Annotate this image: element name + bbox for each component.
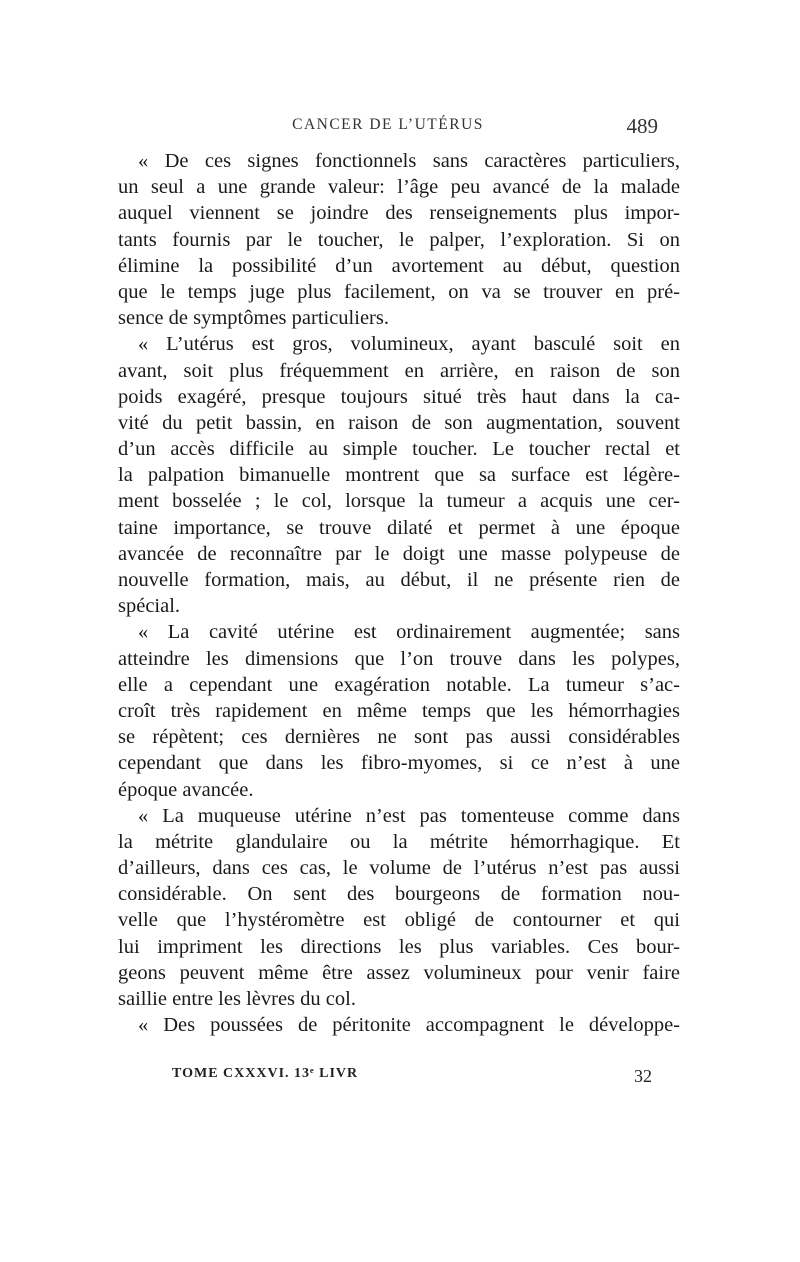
text-line: avant, soit plus fréquemment en arrière, en raison de son — [118, 359, 680, 382]
text-line: auquel viennent se joindre des renseignements plus impor- — [118, 202, 680, 225]
body-text — [118, 148, 680, 1038]
text-line: « L’utérus est gros, volumineux, ayant basculé soit en — [138, 333, 680, 356]
text-line: « La cavité utérine est ordinairement augmentée; sans — [138, 621, 680, 644]
text-line: la métrite glandulaire ou la métrite hémorrhagique. Et — [118, 830, 680, 853]
text-line: spécial. — [118, 595, 181, 618]
text-line: un seul a une grande valeur: l’âge peu avancé de la malade — [118, 176, 680, 199]
text-line: velle que l’hystéromètre est obligé de contourner et qui — [118, 909, 680, 932]
text-line: se répètent; ces dernières ne sont pas aussi considérables — [118, 726, 680, 749]
text-line: vité du petit bassin, en raison de son augmentation, souvent — [118, 411, 680, 434]
text-line: la palpation bimanuelle montrent que sa surface est légère- — [118, 464, 680, 487]
running-head — [118, 116, 658, 140]
text-line: croît très rapidement en même temps que les hémorrhagies — [118, 699, 680, 722]
text-line: élimine la possibilité d’un avortement au début, question — [118, 254, 680, 277]
page-footer — [172, 1066, 652, 1090]
text-line: atteindre les dimensions que l’on trouve dans les polypes, — [118, 647, 680, 670]
text-line: « La muqueuse utérine n’est pas tomenteuse comme dans — [138, 804, 680, 827]
page-number: 489 — [626, 114, 658, 138]
text-line: « Des poussées de péritonite accompagnent le développe- — [138, 1014, 680, 1037]
text-line: tants fournis par le toucher, le palper, l’exploration. Si on — [118, 228, 680, 251]
text-line: considérable. On sent des bourgeons de formation nou- — [118, 883, 680, 906]
text-line: poids exagéré, presque toujours situé très haut dans la ca- — [118, 385, 680, 408]
text-line: ment bosselée ; le col, lorsque la tumeur a acquis une cer- — [118, 490, 680, 513]
text-line: que le temps juge plus facilement, on va se trouver en pré- — [118, 280, 680, 303]
text-line: sence de symptômes particuliers. — [118, 307, 389, 330]
text-line: cependant que dans les fibro-myomes, si ce n’est à une — [118, 752, 680, 775]
text-line: d’un accès difficile au simple toucher. Le toucher rectal et — [118, 438, 680, 461]
text-line: saillie entre les lèvres du col. — [118, 988, 356, 1010]
text-line: lui impriment les directions les plus variables. Ces bour- — [118, 935, 680, 958]
text-line: « De ces signes fonctionnels sans caractères particuliers, — [138, 150, 680, 172]
text-line: d’ailleurs, dans ces cas, le volume de l’utérus n’est pas aussi — [118, 857, 680, 880]
text-line: nouvelle formation, mais, au début, il ne présente rien de — [118, 569, 680, 591]
running-title: CANCER DE L’UTÉRUS — [292, 116, 484, 133]
text-line: époque avancée. — [118, 778, 254, 801]
sheet-number: 32 — [634, 1066, 652, 1086]
signature-mark: TOME CXXXVI. 13ᵉ LIVR — [172, 1066, 359, 1081]
text-line: taine importance, se trouve dilaté et permet à une époque — [118, 516, 680, 539]
text-line: elle a cependant une exagération notable. La tumeur s’ac- — [118, 673, 680, 696]
text-line: avancée de reconnaître par le doigt une masse polypeuse de — [118, 542, 680, 565]
text-line: geons peuvent même être assez volumineux pour venir faire — [118, 961, 680, 984]
